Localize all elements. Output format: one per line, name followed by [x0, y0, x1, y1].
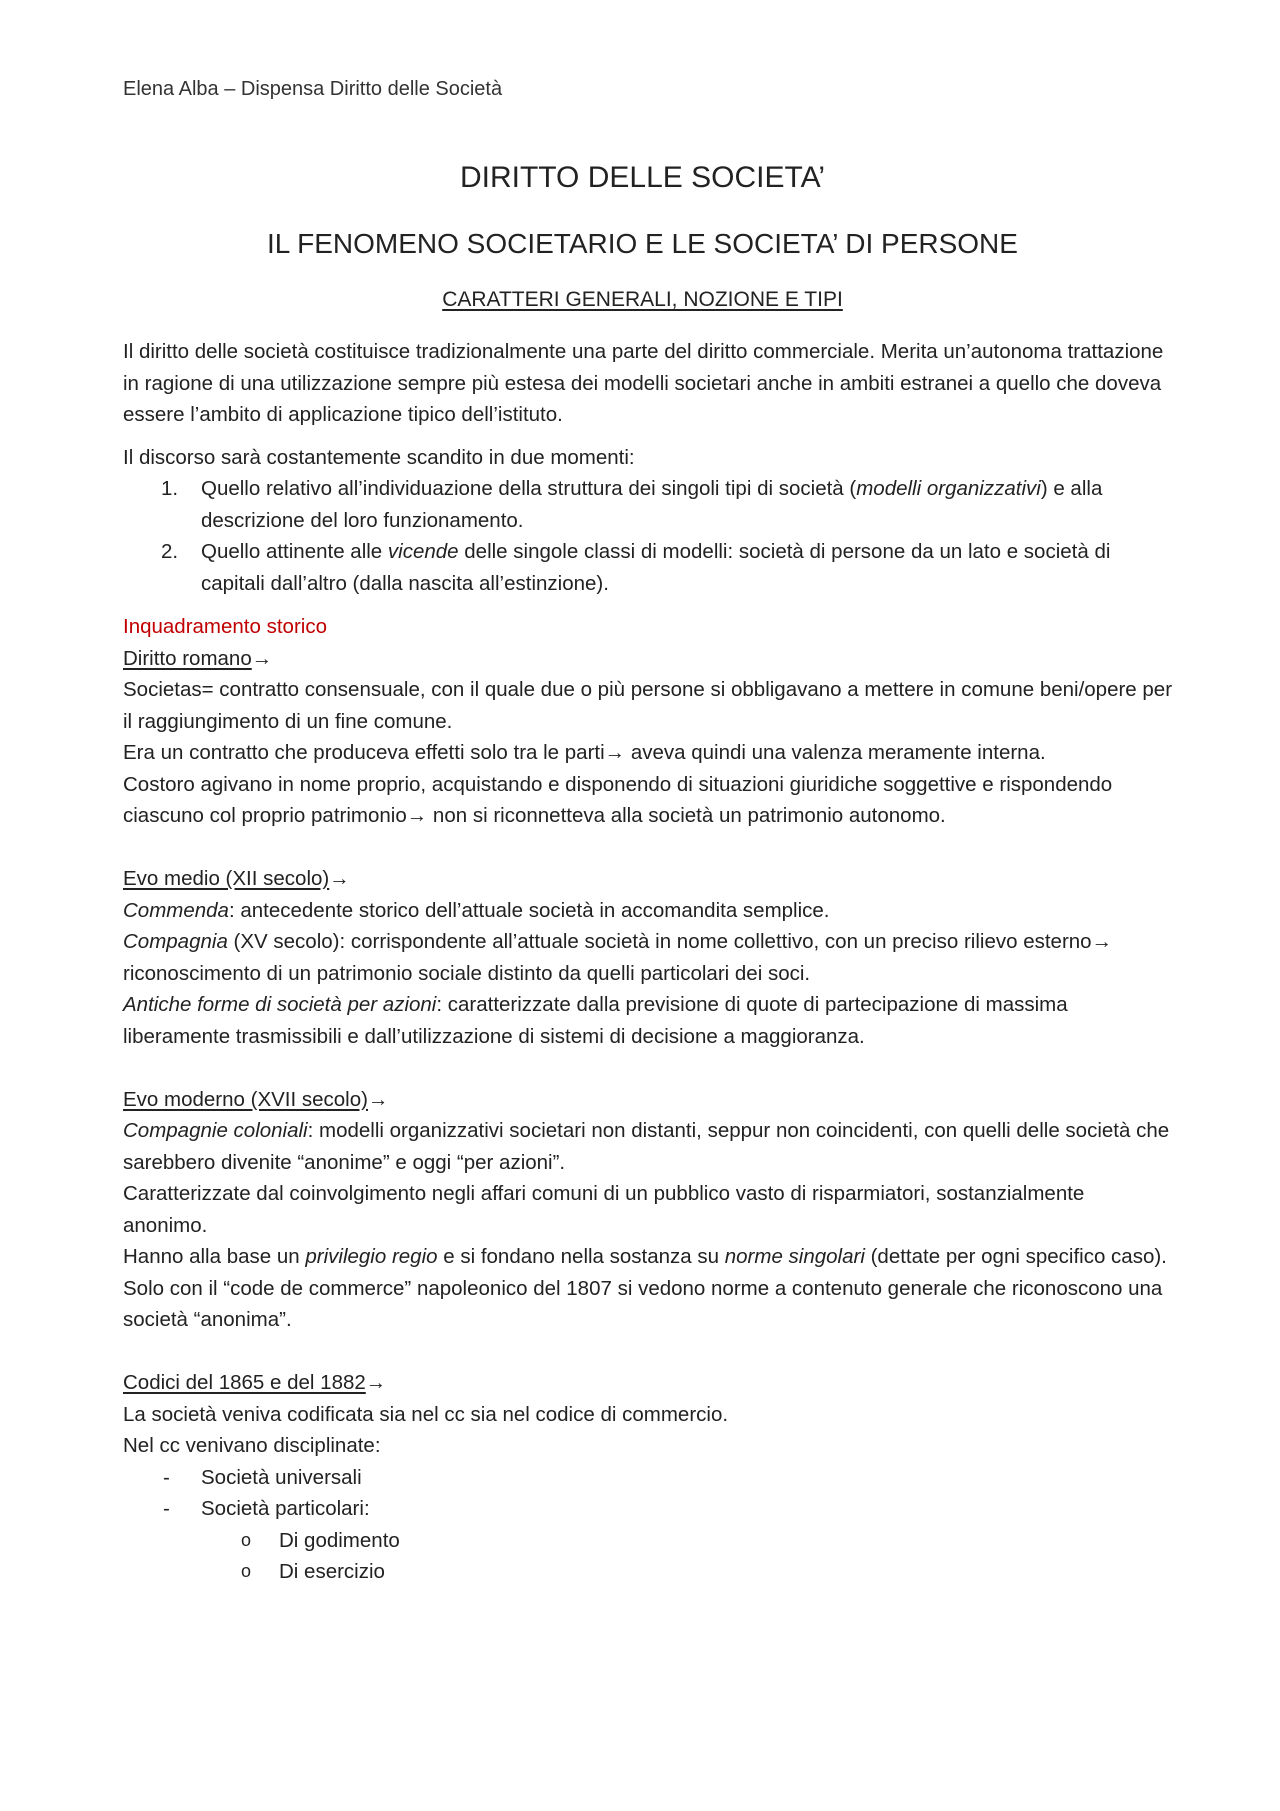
list-item: o Di godimento: [123, 1525, 1173, 1557]
arrow-icon: →: [329, 867, 350, 890]
medio-heading: Evo medio (XII secolo)→: [123, 867, 350, 890]
moderno-heading: Evo moderno (XVII secolo)→: [123, 1087, 389, 1111]
codici-heading: Codici del 1865 e del 1882→: [123, 1371, 387, 1394]
moderno-line: Caratterizzate dal coinvolgimento negli affari comuni di un pubblico vasto di risparmiatori, sostanzialmente anonimo.: [123, 1182, 1085, 1237]
section-title: CARATTERI GENERALI, NOZIONE E TIPI: [442, 288, 843, 311]
arrow-icon: →: [1091, 930, 1113, 953]
moderno-line: Solo con il “code de commerce” napoleonico del 1807 si vedono norme a contenuto generale che riconoscono una società “anonima”.: [123, 1276, 1163, 1331]
intro-paragraph: Il diritto delle società costituisce tradizionalmente una parte del diritto commerciale. Merita un’autonoma trattazione in ragione di una utilizzazione sempre più estesa dei modelli societari anche in ambiti estranei a quello che doveva essere l’ambito di applicazione tipico dell’istituto.: [123, 340, 1164, 426]
list-item: 2. Quello attinente alle vicende delle singole classi di modelli: società di persone da un lato e società di capitali dall’altro (dalla nascita all’estinzione).: [123, 536, 1173, 599]
document-title: DIRITTO DELLE SOCIETA’: [459, 161, 826, 194]
codici-line: La società veniva codificata sia nel cc sia nel codice di commercio.: [123, 1402, 729, 1426]
dash-marker: -: [163, 1465, 170, 1489]
codici-line: Nel cc venivano disciplinate:: [123, 1434, 381, 1457]
moments-list: [123, 473, 1173, 599]
arrow-icon: →: [604, 741, 626, 764]
particolari-sublist: [123, 1525, 1173, 1588]
arrow-icon: →: [406, 804, 428, 827]
document-subtitle: IL FENOMENO SOCIETARIO E LE SOCIETA’ DI PERSONE: [267, 228, 1018, 259]
moderno-line: Hanno alla base un privilegio regio e si fondano nella sostanza su norme singolari (dettate per ogni specifico caso).: [123, 1245, 1167, 1268]
arrow-icon: →: [367, 1087, 389, 1111]
circle-bullet-icon: o: [241, 1561, 252, 1581]
romano-line: Era un contratto che produceva effetti solo tra le parti→ aveva quindi una valenza meramente interna.: [123, 741, 1046, 764]
romano-line: Costoro agivano in nome proprio, acquistando e disponendo di situazioni giuridiche soggettive e rispondendo ciascuno col proprio patrimonio→ non si riconnetteva alla società un patrimonio autonomo.: [123, 772, 1113, 827]
arrow-icon: →: [365, 1371, 387, 1394]
list-number: 1.: [161, 477, 179, 500]
medio-line: Compagnia (XV secolo): corrispondente all’attuale società in nome collettivo, con un preciso rilievo esterno→ riconoscimento di un patrimonio sociale distinto da quelli particolari dei soci.: [123, 930, 1113, 985]
page-header: Elena Alba – Dispensa Diritto delle Società: [123, 78, 503, 100]
circle-bullet-icon: o: [241, 1529, 252, 1550]
medio-line: Antiche forme di società per azioni: caratterizzate dalla previsione di quote di partecipazione di massima liberamente trasmissibili e dall’utilizzazione di sistemi di decisione a maggioranza.: [123, 993, 1068, 1048]
discorso-lead: Il discorso sarà costantemente scandito in due momenti:: [123, 445, 635, 469]
inquadramento-heading: Inquadramento storico: [123, 615, 327, 638]
list-item: 1. Quello relativo all’individuazione della struttura dei singoli tipi di società (modelli organizzativi) e alla descrizione del loro funzionamento.: [123, 473, 1173, 536]
list-item: - Società universali: [123, 1462, 1173, 1494]
romano-line: Societas= contratto consensuale, con il quale due o più persone si obbligavano a mettere in comune beni/opere per il raggiungimento di un fine comune.: [123, 678, 1173, 733]
list-item: - Società particolari:: [123, 1493, 1173, 1525]
arrow-icon: →: [251, 646, 273, 670]
romano-heading: Diritto romano→: [123, 646, 273, 670]
societa-list: [123, 1462, 1173, 1525]
medio-line: Commenda: antecedente storico dell’attuale società in accomandita semplice.: [123, 898, 830, 922]
list-item: o Di esercizio: [123, 1556, 1173, 1588]
list-number: 2.: [161, 540, 179, 563]
dash-marker: -: [163, 1497, 170, 1520]
document-body: [123, 336, 1173, 1588]
moderno-line: Compagnie coloniali: modelli organizzativi societari non distanti, seppur non coincidenti, con quelli delle società che sarebbero divenite “anonime” e oggi “per azioni”.: [123, 1119, 1170, 1174]
